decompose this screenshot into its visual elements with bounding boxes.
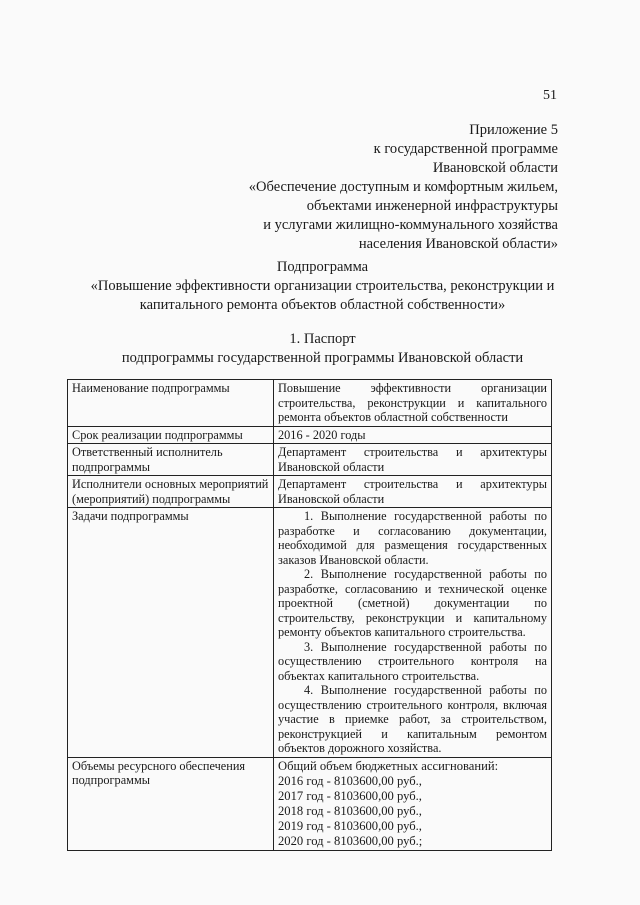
passport-subtitle: подпрограммы государственной программы Ивановской области: [121, 350, 524, 366]
appendix-line: Приложение 5: [469, 122, 558, 138]
table-row: [68, 444, 552, 476]
row-label: Ответственный исполнитель подпрограммы: [68, 444, 274, 476]
funding-line: 2019 год - 8103600,00 руб.,: [278, 818, 422, 833]
task-item: 4. Выполнение государственной работы по осуществлению строительного контроля, включая участие в приемке работ, за строительством, реконструкцией и капитальным ремонтом объектов дорожного хозяйства.: [278, 683, 547, 755]
table-row: [68, 380, 552, 427]
appendix-header: [138, 121, 558, 254]
row-value: Департамент строительства и архитектуры Ивановской области: [274, 444, 552, 476]
task-item: 3. Выполнение государственной работы по осуществлению строительного контроля на объектах капитального строительства.: [278, 639, 547, 683]
row-value: Департамент строительства и архитектуры Ивановской области: [274, 476, 552, 508]
tasks-list: [274, 508, 552, 758]
funding-line: 2018 год - 8103600,00 руб.,: [278, 803, 422, 818]
funding-list: [274, 757, 552, 850]
appendix-line: Ивановской области: [432, 160, 558, 176]
row-value: Повышение эффективности организации строительства, реконструкции и капитального ремонта объектов областной собственности: [274, 380, 552, 427]
task-item: 2. Выполнение государственной работы по разработке, согласованию и технической оценке проектной (сметной) документации по строительству, реконструкции и капитальному ремонту объектов капитального строительства.: [278, 567, 547, 639]
table-row: [68, 508, 552, 758]
funding-line: 2016 год - 8103600,00 руб.,: [278, 773, 422, 788]
row-label: Исполнители основных мероприятий (мероприятий) подпрограммы: [68, 476, 274, 508]
task-item: 1. Выполнение государственной работы по разработке и согласованию документации, необходимой для размещения государственных заказов Ивановской области.: [278, 509, 547, 567]
appendix-line: объектами инженерной инфраструктуры: [306, 198, 558, 214]
funding-line: Общий объем бюджетных ассигнований:: [278, 758, 499, 773]
table-row: [68, 757, 552, 850]
row-value: 2016 - 2020 годы: [274, 426, 552, 444]
row-label: Срок реализации подпрограммы: [68, 426, 274, 444]
passport-title: 1. Паспорт: [289, 331, 356, 347]
table-row: [68, 426, 552, 444]
passport-table: [67, 379, 552, 851]
passport-heading: [60, 330, 585, 368]
appendix-line: населения Ивановской области»: [358, 236, 558, 252]
appendix-line: к государственной программе: [373, 141, 558, 157]
appendix-line: «Обеспечение доступным и комфортным жильем,: [248, 179, 558, 195]
subprogram-heading: [60, 258, 585, 315]
subprogram-label: Подпрограмма: [276, 259, 369, 275]
table-row: [68, 476, 552, 508]
subprogram-title: «Повышение эффективности организации строительства, реконструкции и капитального ремонта объектов областной собственности»: [90, 278, 555, 313]
row-label: Объемы ресурсного обеспечения подпрограммы: [68, 757, 274, 850]
funding-line: 2017 год - 8103600,00 руб.,: [278, 788, 422, 803]
funding-line: 2020 год - 8103600,00 руб.;: [278, 833, 423, 848]
row-label: Задачи подпрограммы: [68, 508, 274, 758]
page-number: 51: [543, 88, 557, 103]
row-label: Наименование подпрограммы: [68, 380, 274, 427]
appendix-line: и услугами жилищно-коммунального хозяйства: [263, 217, 558, 233]
